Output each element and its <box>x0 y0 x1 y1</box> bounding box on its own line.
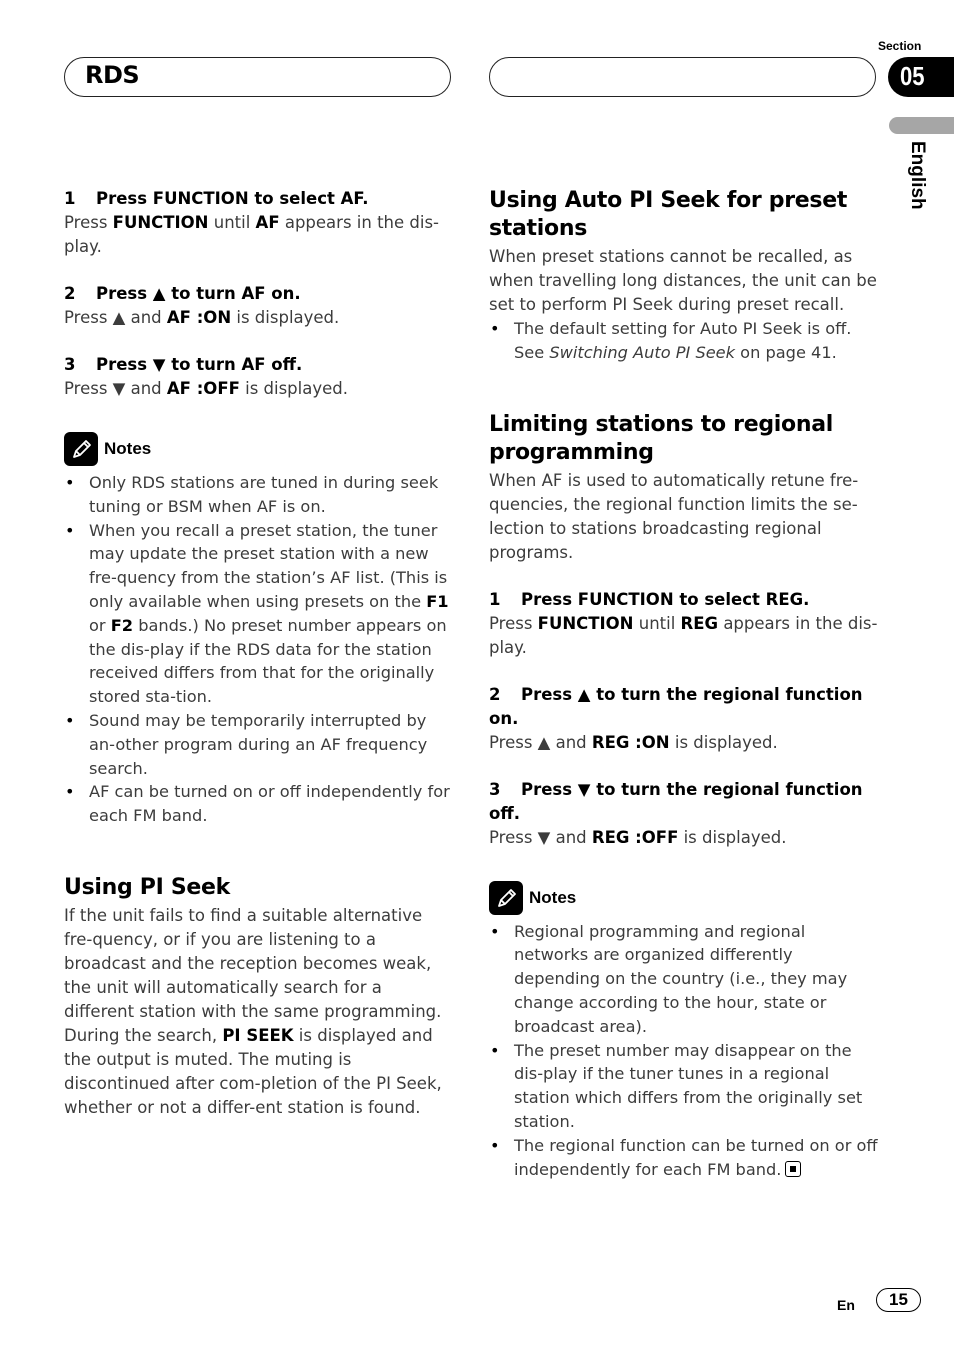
pi-seek-paragraph: If the unit fails to find a suitable alternative fre-quency, or if you are listening to a broadcast and the reception becomes weak, the unit will automatically search for a different station with the same programming. During the search, PI SEEK is displayed and the output is muted. The muting is discontinued after com-pletion of the PI Seek, whether or not a differ-ent station is found. <box>64 905 442 1117</box>
step-body: Press ▼ and REG :OFF is displayed. <box>489 827 787 847</box>
af-step-2 <box>64 282 454 330</box>
end-of-section-icon <box>785 1161 801 1177</box>
step-body: Press FUNCTION until AF appears in the dis-play. <box>64 213 440 256</box>
note-item: • AF can be turned on or off independently for each FM band. <box>64 780 454 828</box>
pencil-note-icon <box>489 881 523 915</box>
header-bar-empty <box>489 57 876 97</box>
note-item: • The regional function can be turned on or off independently for each FM band. <box>489 1134 879 1182</box>
notes-header <box>489 880 879 916</box>
step-heading: 2 Press ▲ to turn AF on. <box>64 284 301 303</box>
auto-pi-seek-paragraph: When preset stations cannot be recalled, as when travelling long distances, the unit can be set to perform PI Seek during preset recall. <box>489 247 877 314</box>
cross-reference-link: Switching Auto PI Seek <box>549 342 736 362</box>
section-heading-pi-seek: Using PI Seek <box>64 874 230 900</box>
notes-list <box>64 471 454 828</box>
left-column <box>64 187 454 1120</box>
bullet-item: • The default setting for Auto PI Seek is off. See Switching Auto PI Seek on page 41. <box>489 317 879 365</box>
chapter-header-bar <box>64 57 451 97</box>
section-heading-regional: Limiting stations to regional programming <box>489 411 834 465</box>
section-number: 05 <box>900 61 925 91</box>
step-heading: 2 Press ▲ to turn the regional function on. <box>489 684 863 728</box>
step-heading: 3 Press ▼ to turn the regional function off. <box>489 779 863 823</box>
note-item: • Regional programming and regional networks are organized differently depending on the country (i.e., they may change according to the hour, state or broadcast area). <box>489 920 879 1039</box>
notes-label: Notes <box>104 439 152 458</box>
note-item: • Only RDS stations are tuned in during seek tuning or BSM when AF is on. <box>64 471 454 519</box>
reg-step-2 <box>489 683 879 755</box>
language-label: English <box>907 141 928 210</box>
note-item: • When you recall a preset station, the tuner may update the preset station with a new fre-quency from the station’s AF list. (This is only available when using presets on the F1 or F2 bands.) No preset number appears on the dis-play if the RDS data for the station received differs from that for the originally stored sta-tion. <box>64 519 454 709</box>
note-item: • The preset number may disappear on the dis-play if the tuner tunes in a regional station which differs from the originally set station. <box>489 1039 879 1134</box>
notes-list <box>489 920 879 1182</box>
right-column <box>489 187 879 1181</box>
step-body: Press FUNCTION until REG appears in the dis-play. <box>489 613 878 657</box>
step-body: Press ▼ and AF :OFF is displayed. <box>64 379 348 398</box>
regional-paragraph: When AF is used to automatically retune fre-quencies, the regional function limits the se-lection to stations broadcasting regional programs. <box>489 470 859 562</box>
step-heading: 1 Press FUNCTION to select AF. <box>64 189 369 208</box>
section-tab <box>888 57 954 97</box>
chapter-title: RDS <box>85 61 140 89</box>
notes-label: Notes <box>529 887 577 907</box>
step-body: Press ▲ and AF :ON is displayed. <box>64 308 340 327</box>
step-heading: 1 Press FUNCTION to select REG. <box>489 589 810 609</box>
pencil-note-icon <box>64 432 98 466</box>
page-number: 15 <box>876 1288 921 1312</box>
af-step-3 <box>64 353 454 401</box>
section-heading-auto-pi-seek: Using Auto PI Seek for preset stations <box>489 188 848 241</box>
notes-header <box>64 431 454 467</box>
af-step-1 <box>64 187 454 259</box>
section-label: Section <box>878 39 922 53</box>
note-item: • Sound may be temporarily interrupted by an-other program during an AF frequency search. <box>64 709 454 780</box>
footer-language-code: En <box>837 1297 855 1313</box>
auto-pi-seek-bullets <box>489 317 879 365</box>
language-tab-marker <box>889 117 954 134</box>
step-body: Press ▲ and REG :ON is displayed. <box>489 732 778 752</box>
reg-step-3 <box>489 778 879 850</box>
step-heading: 3 Press ▼ to turn AF off. <box>64 355 303 374</box>
reg-step-1 <box>489 588 879 660</box>
